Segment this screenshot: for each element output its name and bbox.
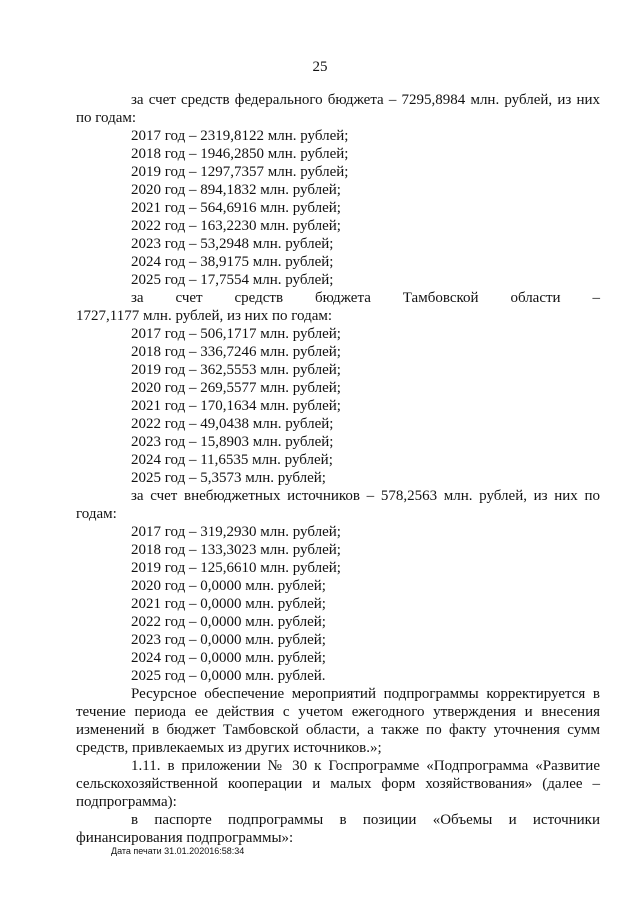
regional-year-2017: 2017 год – 506,1717 млн. рублей; (131, 326, 341, 342)
resource-paragraph-line-4: средств, привлекаемых из других источников.»; (76, 740, 382, 756)
regional-year-2024: 2024 год – 11,6535 млн. рублей; (131, 452, 333, 468)
resource-paragraph-line-2: течение периода ее действия с учетом ежегодного утверждения и внесения (76, 704, 600, 720)
passport-line-1: в паспорте подпрограммы в позиции «Объемы и источники (131, 812, 600, 828)
passport-line-2: финансирования подпрограммы»: (76, 830, 294, 846)
regional-year-2023: 2023 год – 15,8903 млн. рублей; (131, 434, 334, 450)
extrabudget-year-2021: 2021 год – 0,0000 млн. рублей; (131, 596, 326, 612)
regional-year-2020: 2020 год – 269,5577 млн. рублей; (131, 380, 341, 396)
federal-year-2021: 2021 год – 564,6916 млн. рублей; (131, 200, 341, 216)
federal-year-2017: 2017 год – 2319,8122 млн. рублей; (131, 128, 349, 144)
regional-intro-line-2: 1727,1177 млн. рублей, из них по годам: (76, 308, 333, 324)
regional-word: – (592, 290, 600, 306)
regional-word: за (131, 290, 144, 306)
extrabudget-year-2018: 2018 год – 133,3023 млн. рублей; (131, 542, 341, 558)
extrabudget-year-2020: 2020 год – 0,0000 млн. рублей; (131, 578, 326, 594)
extrabudget-intro-line-1: за счет внебюджетных источников – 578,2563 млн. рублей, из них по (131, 488, 600, 504)
federal-intro-line-1: за счет средств федерального бюджета – 7295,8984 млн. рублей, из них (131, 92, 600, 108)
regional-year-2018: 2018 год – 336,7246 млн. рублей; (131, 344, 341, 360)
regional-word: области (510, 290, 561, 306)
resource-paragraph-line-3: изменений в бюджет Тамбовской области, а также по факту уточнения сумм (76, 722, 600, 738)
extrabudget-year-2017: 2017 год – 319,2930 млн. рублей; (131, 524, 341, 540)
federal-year-2022: 2022 год – 163,2230 млн. рублей; (131, 218, 341, 234)
regional-year-2025: 2025 год – 5,3573 млн. рублей; (131, 470, 326, 486)
regional-year-2019: 2019 год – 362,5553 млн. рублей; (131, 362, 341, 378)
resource-paragraph-line-1: Ресурсное обеспечение мероприятий подпрограммы корректируется в (131, 686, 600, 702)
extrabudget-year-2024: 2024 год – 0,0000 млн. рублей; (131, 650, 326, 666)
item-1-11-line-2: сельскохозяйственной кооперации и малых форм хозяйствования» (далее – (76, 776, 600, 792)
regional-word: счет (175, 290, 203, 306)
federal-year-2023: 2023 год – 53,2948 млн. рублей; (131, 236, 334, 252)
extrabudget-year-2022: 2022 год – 0,0000 млн. рублей; (131, 614, 326, 630)
regional-word: средств (234, 290, 284, 306)
federal-intro-line-2: по годам: (76, 110, 137, 126)
extrabudget-year-2025: 2025 год – 0,0000 млн. рублей. (131, 668, 326, 684)
extrabudget-year-2023: 2023 год – 0,0000 млн. рублей; (131, 632, 326, 648)
federal-year-2019: 2019 год – 1297,7357 млн. рублей; (131, 164, 349, 180)
regional-year-2021: 2021 год – 170,1634 млн. рублей; (131, 398, 341, 414)
item-1-11-line-3: подпрограмма): (76, 794, 177, 810)
regional-word: Тамбовской (402, 290, 479, 306)
regional-word: бюджета (314, 290, 371, 306)
regional-year-2022: 2022 год – 49,0438 млн. рублей; (131, 416, 334, 432)
federal-year-2024: 2024 год – 38,9175 млн. рублей; (131, 254, 334, 270)
regional-intro-line-1 (131, 289, 600, 307)
print-date-footer: Дата печати 31.01.202016:58:34 (111, 846, 245, 856)
federal-year-2025: 2025 год – 17,7554 млн. рублей; (131, 272, 334, 288)
page-number: 25 (312, 59, 328, 75)
federal-year-2018: 2018 год – 1946,2850 млн. рублей; (131, 146, 349, 162)
item-1-11-line-1: 1.11. в приложении № 30 к Госпрограмме «Подпрограмма «Развитие (131, 758, 600, 774)
federal-year-2020: 2020 год – 894,1832 млн. рублей; (131, 182, 341, 198)
extrabudget-year-2019: 2019 год – 125,6610 млн. рублей; (131, 560, 341, 576)
extrabudget-intro-line-2: годам: (76, 506, 117, 522)
